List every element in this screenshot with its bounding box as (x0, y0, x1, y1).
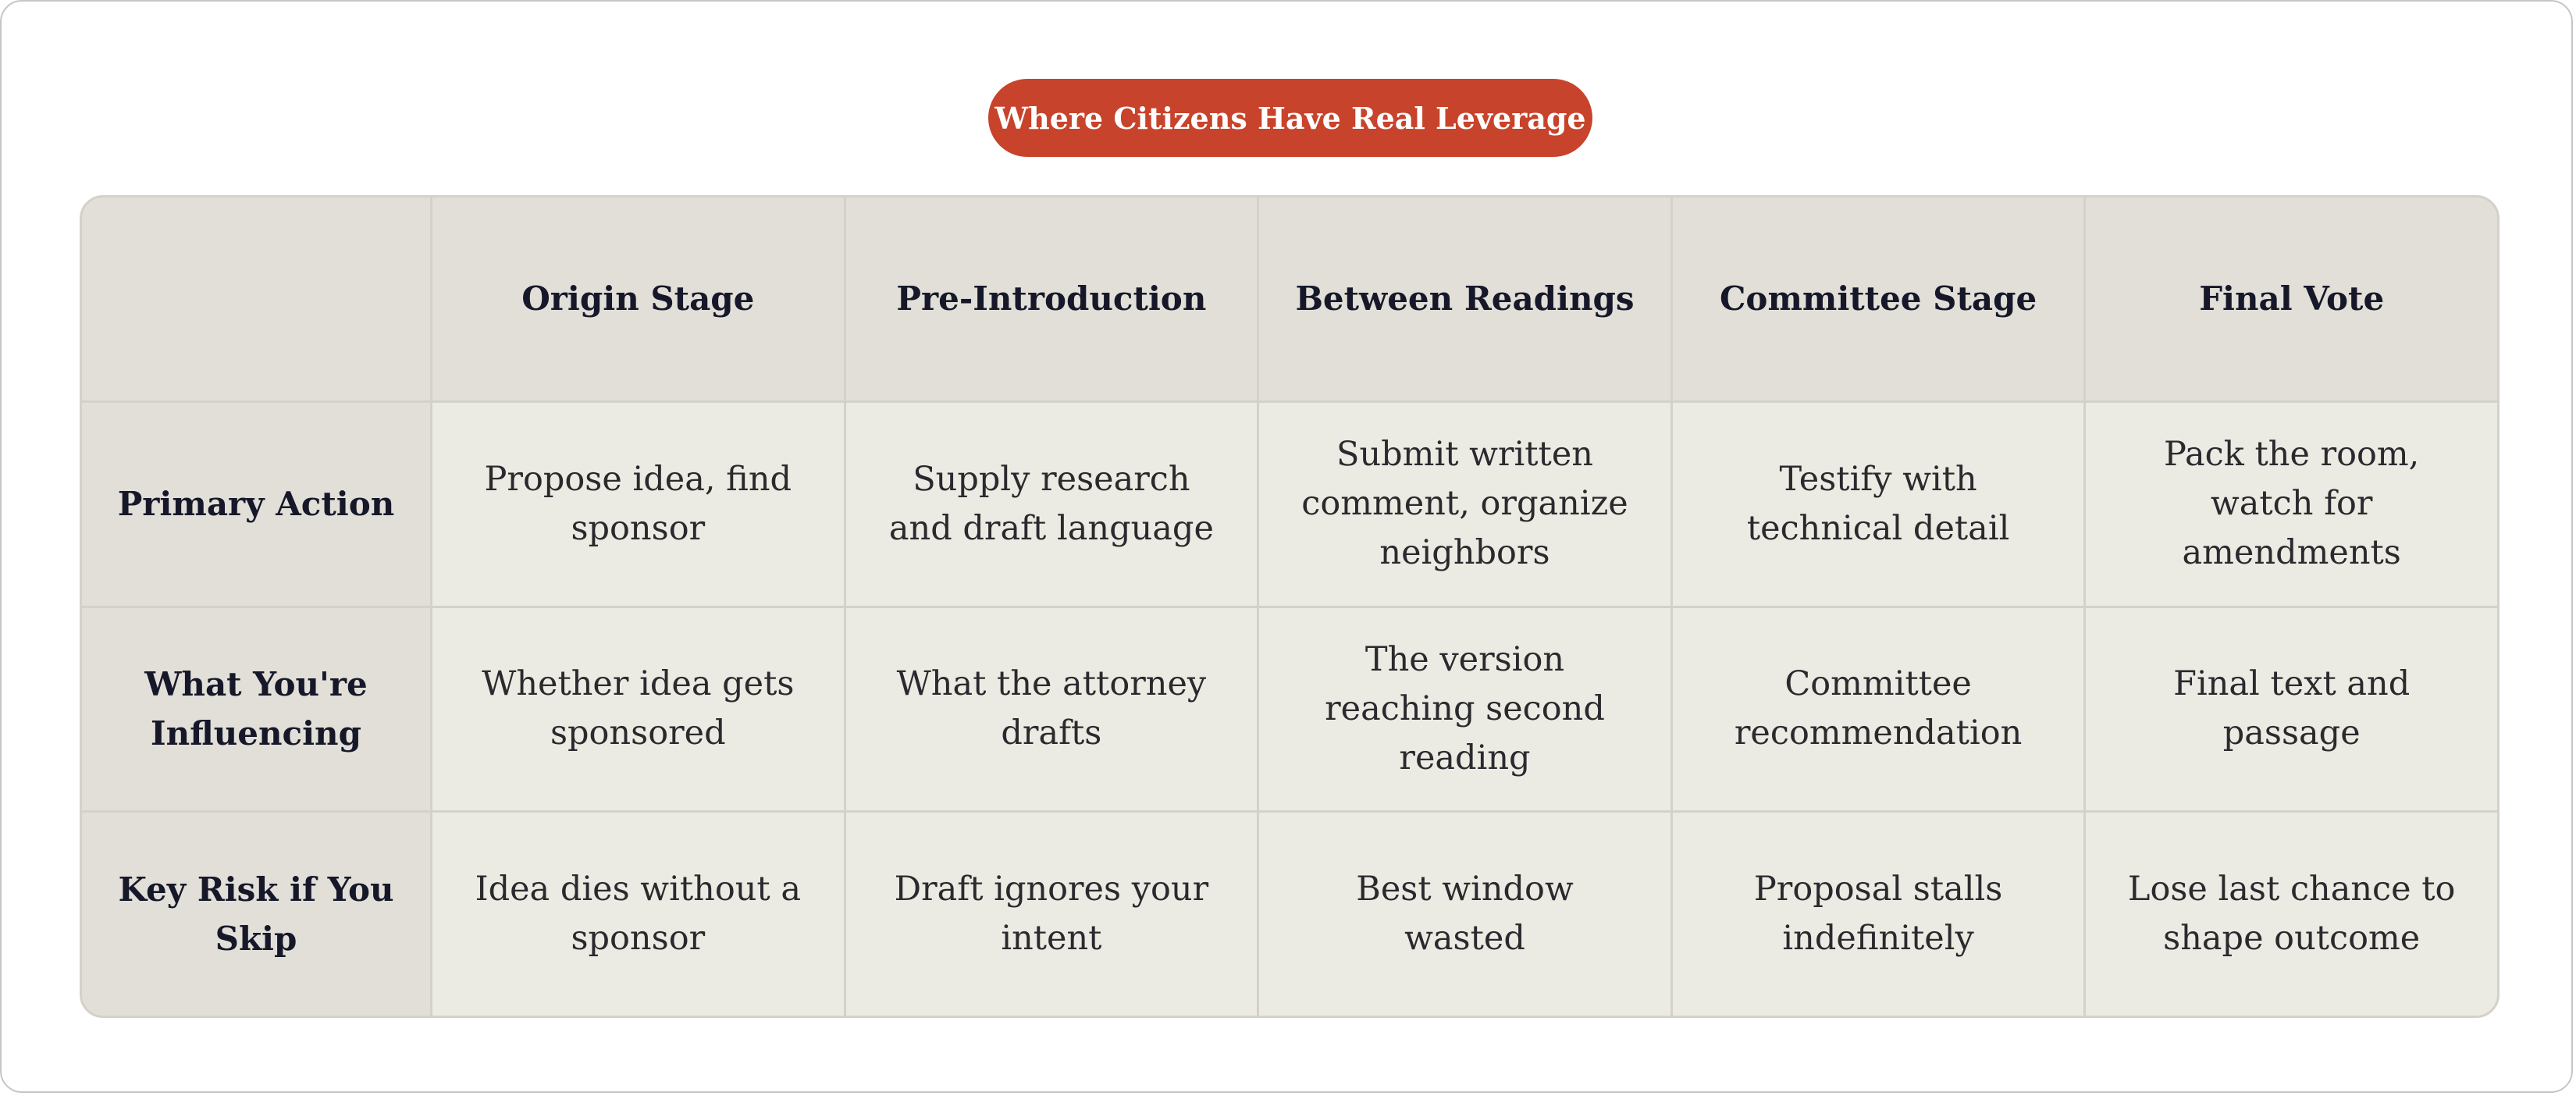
column-header-committee-stage: Committee Stage (1673, 197, 2084, 400)
leverage-table (80, 195, 2500, 1018)
table-cell: Proposal stalls indefinitely (1673, 813, 2084, 1016)
table-cell: Final text and passage (2086, 608, 2497, 811)
table-cell: Testify with technical detail (1673, 403, 2084, 606)
table-cell: Committee recommendation (1673, 608, 2084, 811)
table-cell: Submit written comment, organize neighbors (1259, 403, 1670, 606)
table-cell: Lose last chance to shape outcome (2086, 813, 2497, 1016)
row-header-what-youre-influencing: What You're Influencing (82, 608, 430, 811)
column-header-origin-stage: Origin Stage (432, 197, 844, 400)
table-cell: Draft ignores your intent (846, 813, 1258, 1016)
table-cell: Whether idea gets sponsored (432, 608, 844, 811)
row-header-key-risk: Key Risk if You Skip (82, 813, 430, 1016)
column-header-final-vote: Final Vote (2086, 197, 2497, 400)
column-header-pre-introduction: Pre-Introduction (846, 197, 1258, 400)
table-corner-cell (82, 197, 430, 400)
title-badge: Where Citizens Have Real Leverage (988, 79, 1592, 157)
table-cell: Pack the room, watch for amendments (2086, 403, 2497, 606)
table-cell: Idea dies without a sponsor (432, 813, 844, 1016)
table-cell: Propose idea, find sponsor (432, 403, 844, 606)
table-cell: Best window wasted (1259, 813, 1670, 1016)
column-header-between-readings: Between Readings (1259, 197, 1670, 400)
table-cell: Supply research and draft language (846, 403, 1258, 606)
row-header-primary-action: Primary Action (82, 403, 430, 606)
table-cell: What the attorney drafts (846, 608, 1258, 811)
table-cell: The version reaching second reading (1259, 608, 1670, 811)
